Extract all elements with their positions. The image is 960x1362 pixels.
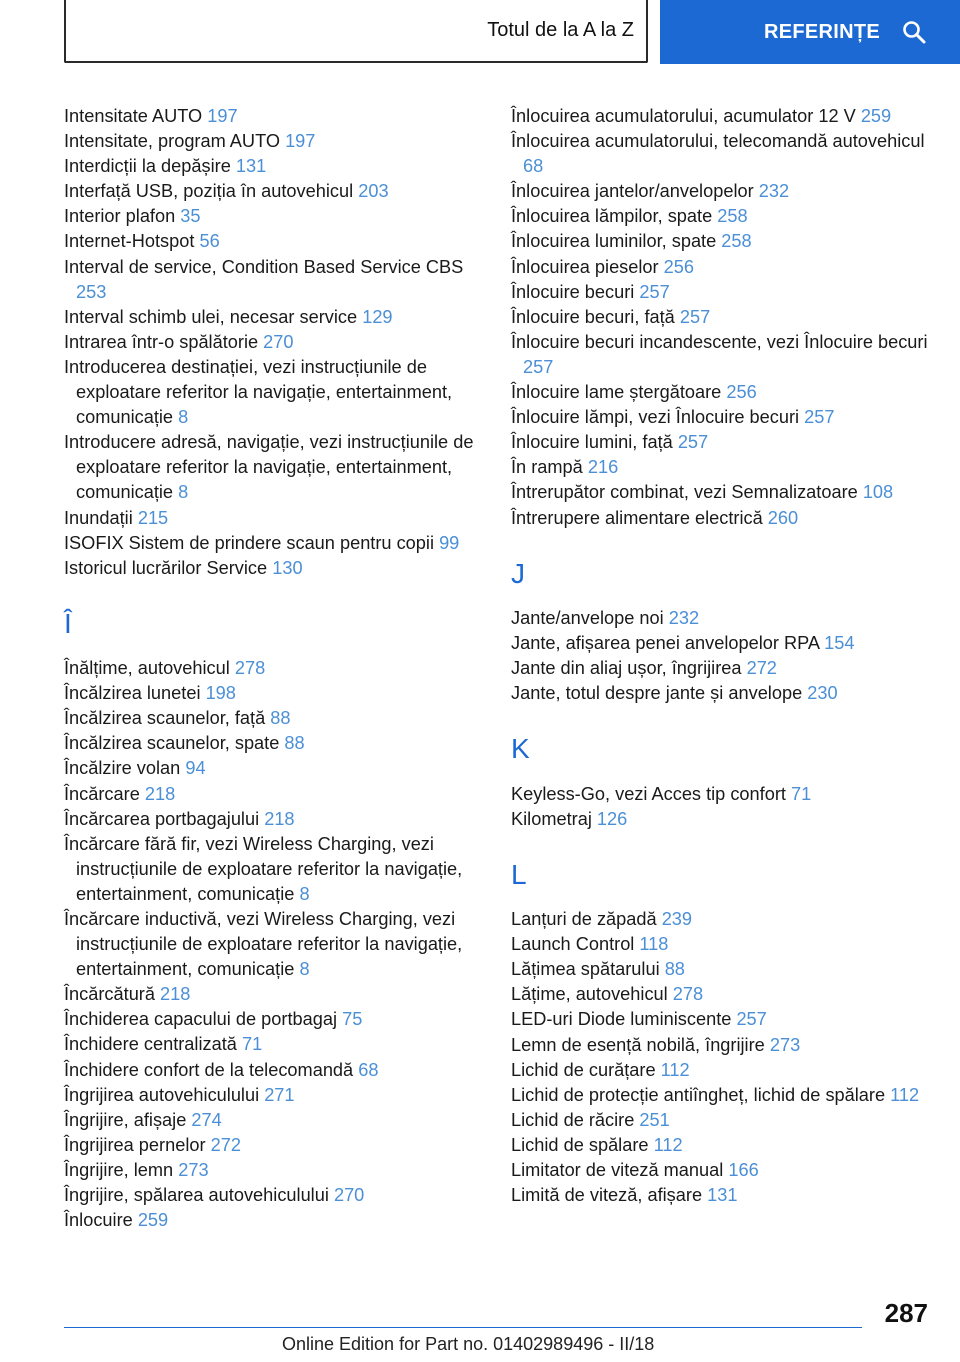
index-entry [64,907,494,982]
index-page-link[interactable]: 232 [758,181,790,202]
section-header [64,0,648,63]
index-page-link[interactable]: 75 [342,1009,363,1030]
index-page-link[interactable]: 258 [717,206,748,227]
index-page-link[interactable]: 218 [160,984,191,1005]
index-page-link[interactable]: 68 [358,1059,379,1080]
index-entry [511,1133,931,1158]
index-entry-text: ISOFIX Sistem de prindere scaun pentru copii [64,532,434,553]
index-page-link[interactable]: 270 [333,1185,365,1206]
index-entry [511,1083,931,1108]
index-entry [64,179,494,204]
index-page-link[interactable]: 253 [76,281,107,302]
index-page-link[interactable]: 216 [587,457,619,478]
index-page-link[interactable]: 259 [860,106,892,126]
index-entry-text: Înlocuire becuri, față [511,306,675,327]
index-entry [511,1058,931,1083]
index-entry-text: Jante din aliaj ușor, îngrijirea [511,658,742,679]
index-page-link[interactable]: 256 [663,256,695,277]
index-entry [511,455,931,480]
index-entry-text: Introducerea destinației, vezi instrucțiunile de exploatare referitor la navigație, entertainment, comunicație [64,356,453,428]
section-letter: Î [64,607,72,639]
index-column-left [64,104,494,1233]
index-page-link[interactable]: 257 [679,306,711,327]
index-entry-text: Jante, totul despre jante și anvelope [511,683,803,704]
index-entry-text: Înlocuirea acumulatorului, acumulator 12 V [511,106,856,126]
index-entry-text: Încărcare inductivă, vezi Wireless Charging, vezi instrucțiunile de exploatare referitor la navigație, entertainment, comunicație [64,909,463,980]
index-entry-text: Jante, afișarea penei anvelopelor RPA [511,632,820,653]
index-entry [64,1058,494,1083]
index-page-link[interactable]: 8 [299,959,310,980]
index-entry [64,832,494,907]
index-entry-text: Încărcătură [64,984,155,1005]
index-entry-text: LED-uri Diode luminiscente [511,1009,732,1030]
index-entry [64,556,494,581]
index-entry [511,907,931,932]
index-entry [511,229,931,254]
index-entry [64,1108,494,1133]
index-page-link[interactable]: 166 [728,1159,759,1180]
index-entry-text: Interfață USB, poziția în autovehicul [64,181,354,202]
reference-tab-label: REFERINȚE [764,20,881,43]
index-entry [511,380,931,405]
index-page-link[interactable]: 257 [736,1009,767,1030]
index-entry-text: Launch Control [511,934,635,955]
index-entry [64,681,494,706]
index-entry [511,631,931,656]
section-letter: K [511,733,530,765]
index-page-link[interactable]: 257 [677,432,709,453]
index-entry [64,1032,494,1057]
index-entry [511,430,931,455]
index-entry-text: Lichid de spălare [511,1134,649,1155]
index-entry-text: Intensitate, program AUTO [64,131,280,152]
footer-divider [64,1327,862,1328]
index-page-link[interactable]: 215 [137,507,169,528]
index-page-link[interactable]: 88 [664,959,685,980]
index-entry [511,932,931,957]
index-entry [64,1133,494,1158]
index-page-link[interactable]: 56 [199,231,220,252]
index-entry-text: Înlocuire lumini, față [511,432,673,453]
index-entry-text: Lichid de răcire [511,1109,635,1130]
index-entry [511,1158,931,1183]
reference-tab[interactable] [660,0,960,64]
index-entry [511,305,931,330]
index-page-link[interactable]: 131 [707,1185,738,1206]
index-entry-text: Încălzirea scaunelor, față [64,708,266,729]
index-entry [64,731,494,756]
index-entry-text: Interval schimb ulei, necesar service [64,306,358,327]
index-entry-text: În rampă [511,457,583,478]
index-entry-text: Înlocuirea jantelor/anvelopelor [511,181,754,202]
section-letter: J [511,557,525,589]
index-entry-text: Încărcarea portbagajului [64,808,260,829]
index-page-link[interactable]: 273 [769,1034,801,1055]
index-entry [511,129,931,179]
index-column-right [511,104,931,1208]
index-page-link[interactable]: 88 [270,708,291,729]
index-entry [511,782,931,807]
index-page-link[interactable]: 270 [263,331,294,352]
index-page-link[interactable]: 8 [178,482,189,503]
index-entry [511,255,931,280]
index-entry-text: Încălzirea scaunelor, spate [64,733,280,754]
index-entry-text: Interior plafon [64,206,176,227]
index-entry-text: Încălzirea lunetei [64,683,201,704]
index-page-link[interactable]: 112 [653,1134,683,1155]
index-page-link[interactable]: 239 [661,909,693,930]
index-entry-text: Lățime, autovehicul [511,984,668,1005]
index-entry-text: Înălțime, autovehicul [64,658,230,679]
index-entry [511,1108,931,1133]
index-entry-text: Internet-Hotspot [64,231,195,252]
index-page-link[interactable]: 129 [362,306,393,327]
footer-edition [282,1334,654,1355]
index-entry-text: Limită de viteză, afișare [511,1185,703,1206]
section-letter: L [511,858,527,890]
index-page-link[interactable]: 232 [668,607,700,628]
index-page-link[interactable]: 278 [672,984,704,1005]
index-entry-text: Încărcare fără fir, vezi Wireless Charging, vezi instrucțiunile de exploatare referitor la navigație, entertainment, comunicație [64,833,463,904]
index-page-link[interactable]: 260 [767,507,799,528]
index-entry-text: Îngrijire, spălarea autovehiculului [64,1185,329,1206]
index-entry [64,305,494,330]
index-page-link[interactable]: 251 [639,1109,670,1130]
index-page-link[interactable]: 257 [523,356,554,377]
index-entry-text: Închiderea capacului de portbagaj [64,1009,338,1030]
index-entry-text: Înlocuire becuri incandescente, vezi Înlocuire becuri [511,331,928,352]
index-page-link[interactable]: 35 [180,206,201,227]
index-entry [511,1183,931,1208]
index-entry-text: Înlocuire lămpi, vezi Înlocuire becuri [511,407,800,428]
index-entry [511,280,931,305]
index-entry-text: Încărcare [64,783,140,804]
index-entry-text: Istoricul lucrărilor Service [64,557,268,578]
index-entry [64,982,494,1007]
index-entry [511,681,931,706]
index-entry-text: Închidere confort de la telecomandă [64,1059,354,1080]
index-page-link[interactable]: 271 [264,1084,295,1105]
index-entry [64,204,494,229]
index-entry-text: Înlocuire [64,1210,133,1231]
index-page-link[interactable]: 154 [824,632,855,653]
index-entry [64,1208,494,1233]
index-entry [64,229,494,254]
index-entry [64,1083,494,1108]
index-entry [511,807,931,832]
index-page-link[interactable]: 71 [791,783,812,804]
index-entry-text: Îngrijire, afișaje [64,1109,187,1130]
index-entry-text: Înlocuirea acumulatorului, telecomandă autovehicul [511,131,925,152]
page-number: 287 [884,1298,928,1328]
index-entry [511,982,931,1007]
index-entry-text: Îngrijirea autovehiculului [64,1084,260,1105]
index-entry [64,531,494,556]
index-entry [511,405,931,430]
index-page-link[interactable]: 257 [639,281,670,302]
index-page-link[interactable]: 71 [241,1034,263,1055]
search-icon[interactable] [902,20,926,44]
index-entry [64,1183,494,1208]
index-entry-text: Înlocuire lame ștergătoare [511,382,722,403]
index-entry-text: Jante/anvelope noi [511,607,664,628]
index-entry [511,480,931,505]
index-entry [511,204,931,229]
index-entry-text: Îngrijirea pernelor [64,1134,206,1155]
index-page-link[interactable]: 94 [185,758,206,779]
index-entry [64,506,494,531]
index-entry-text: Lanțuri de zăpadă [511,909,657,930]
index-entry [64,154,494,179]
index-entry-text: Limitator de viteză manual [511,1159,724,1180]
index-page-link[interactable]: 197 [207,106,238,126]
index-page-link[interactable]: 272 [210,1134,241,1155]
index-entry [511,1007,931,1032]
index-entry-text: Lemn de esență nobilă, îngrijire [511,1034,765,1055]
index-entry-text: Înlocuirea luminilor, spate [511,231,717,252]
index-page-link[interactable]: 257 [804,407,835,428]
index-page-link[interactable]: 112 [890,1084,920,1105]
index-entry-text: Întrerupere alimentare electrică [511,507,763,528]
index-entry [64,756,494,781]
index-entry-text: Înlocuire becuri [511,281,635,302]
index-page-link[interactable]: 273 [178,1159,209,1180]
index-page-link[interactable]: 99 [439,532,460,553]
index-page-link[interactable]: 278 [234,658,266,679]
index-page-link[interactable]: 126 [596,808,628,829]
index-entry-text: Interval de service, Condition Based Service CBS [64,256,464,277]
index-entry [64,706,494,731]
index-entry [511,179,931,204]
index-page-link[interactable]: 203 [358,181,389,202]
index-entry-text: Lichid de protecție antiîngheț, lichid de spălare [511,1084,886,1105]
index-entry [511,104,931,129]
index-page-link[interactable]: 88 [284,733,305,754]
index-entry-text: Kilometraj [511,808,592,829]
index-entry [64,1158,494,1183]
index-entry [511,606,931,631]
index-page-link[interactable]: 108 [862,482,894,503]
index-entry [64,782,494,807]
index-entry [64,1007,494,1032]
index-page-link[interactable]: 118 [639,934,669,955]
index-entry-text: Inundații [64,507,133,528]
section-title: Totul de la A la Z [487,19,634,41]
index-page-link[interactable]: 256 [726,382,757,403]
index-entry [64,129,494,154]
index-entry-text: Înlocuirea lămpilor, spate [511,206,713,227]
index-entry-text: Lățimea spătarului [511,959,660,980]
index-entry [511,506,931,531]
index-page-link[interactable]: 8 [299,883,310,904]
index-page-link[interactable]: 259 [137,1210,169,1231]
index-entry [64,255,494,305]
index-entry [64,656,494,681]
index-entry-text: Introducere adresă, navigație, vezi instrucțiunile de exploatare referitor la navigație, entertainment, comunicație [64,432,474,503]
index-entry-text: Încălzire volan [64,758,181,779]
index-page-link[interactable]: 130 [272,557,303,578]
index-page-link[interactable]: 258 [721,231,752,252]
index-entry [64,430,494,505]
index-entry [511,330,931,380]
edition-text: Online Edition for Part no. 01402989496 - II/18 [282,1334,655,1354]
index-entry [64,807,494,832]
index-entry-text: Îngrijire, lemn [64,1159,174,1180]
index-page-link[interactable]: 272 [746,658,777,679]
index-entry-text: Interdicții la depășire [64,156,231,177]
index-entry [511,957,931,982]
index-entry [511,656,931,681]
index-entry-text: Intensitate AUTO [64,106,203,126]
index-entry-text: Lichid de curățare [511,1059,656,1080]
index-entry-text: Închidere centralizată [64,1034,237,1055]
index-page-link[interactable]: 8 [178,407,189,428]
index-page-link[interactable]: 230 [807,683,838,704]
index-entry-text: Înlocuirea pieselor [511,256,659,277]
index-page-link[interactable]: 112 [660,1059,690,1080]
index-entry [64,355,494,430]
index-page-link[interactable]: 197 [285,131,316,152]
index-entry-text: Keyless-Go, vezi Acces tip confort [511,783,786,804]
index-page-link[interactable]: 218 [264,808,295,829]
index-page-link[interactable]: 198 [205,683,236,704]
index-page-link[interactable]: 131 [235,156,267,177]
index-entry [64,104,494,129]
index-page-link[interactable]: 218 [144,783,176,804]
index-entry-text: Întrerupător combinat, vezi Semnalizatoare [511,482,858,503]
index-entry [64,330,494,355]
index-page-link[interactable]: 274 [191,1109,222,1130]
index-entry-text: Intrarea într-o spălătorie [64,331,259,352]
index-page-link[interactable]: 68 [523,156,544,177]
index-entry [511,1033,931,1058]
